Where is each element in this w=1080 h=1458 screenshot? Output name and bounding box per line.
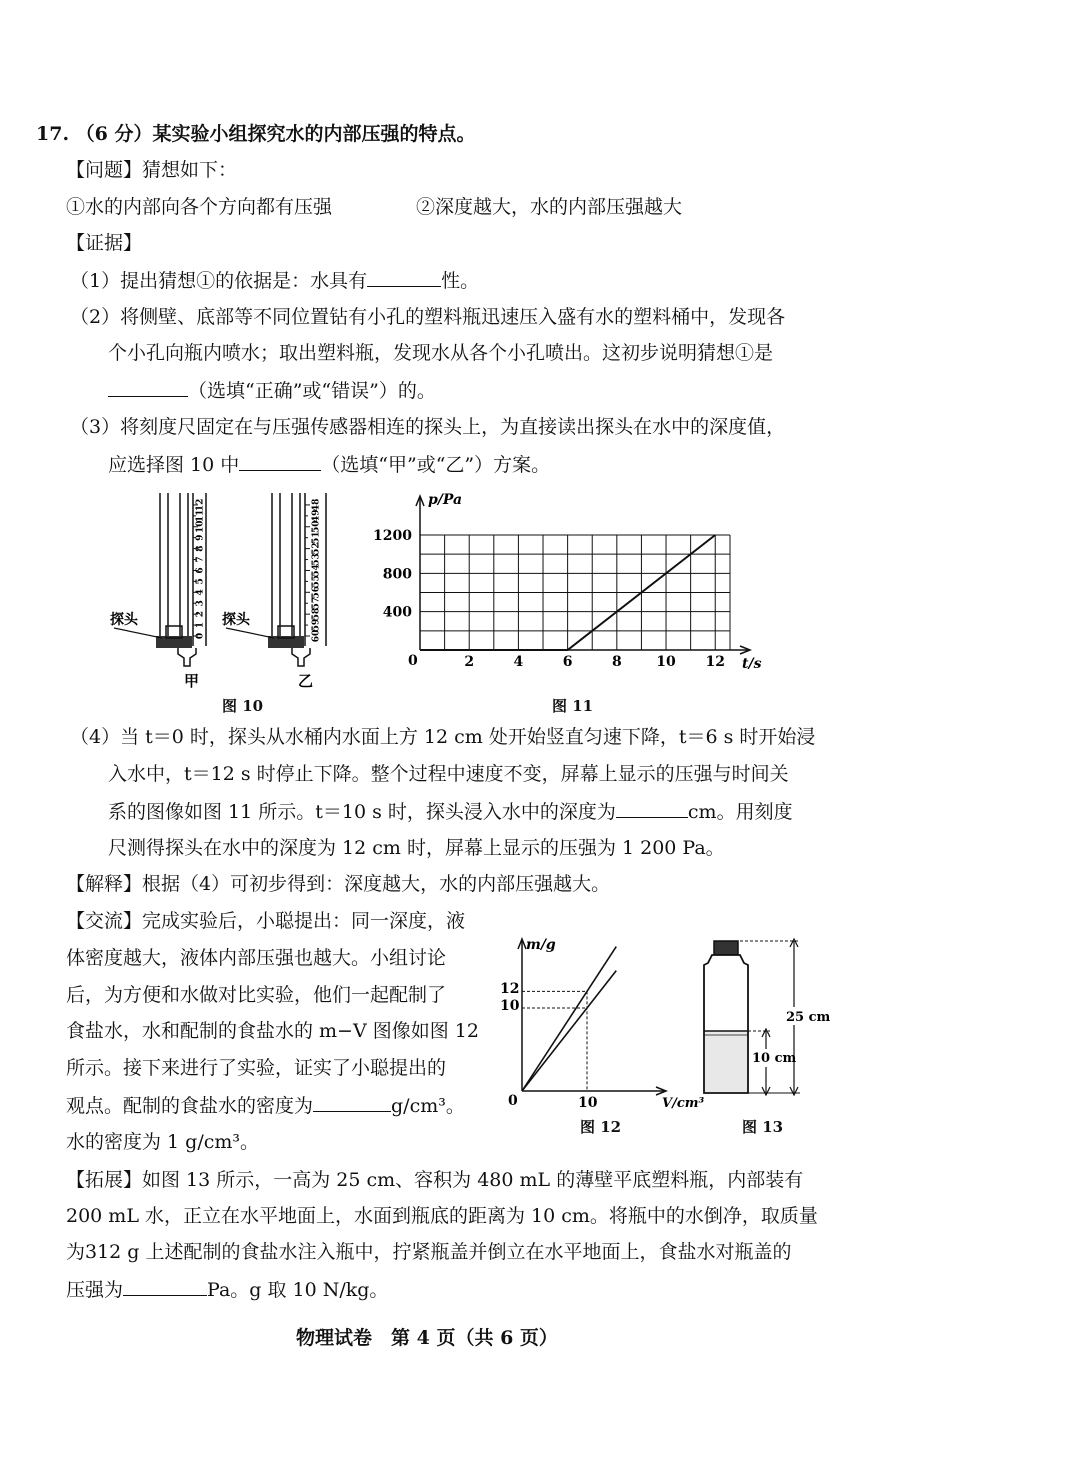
bottle-water-label: 10 cm — [752, 1051, 797, 1066]
question-head: 17. （6 分）某实验小组探究水的内部压强的特点。 — [36, 123, 476, 145]
hypothesis-2: ②深度越大，水的内部压强越大 — [416, 196, 683, 218]
exchange-line-7: 水的密度为 1 g/cm³。 — [66, 1131, 260, 1153]
ruler-tick-label: 0 — [195, 632, 206, 640]
y-tick-label: 400 — [382, 604, 412, 621]
figure-12-chart — [492, 935, 705, 1115]
sub-question-1 — [70, 268, 479, 293]
answer-blank-5[interactable] — [313, 1093, 391, 1112]
sub-question-4-tail: cm。用刻度 — [687, 801, 793, 823]
bottle-water — [705, 1031, 747, 1092]
y-tick-label: 800 — [382, 566, 412, 583]
answer-blank-4[interactable] — [616, 799, 688, 818]
extension-line-2: 200 mL 水，正立在水平地面上，水面到瓶底的距离为 10 cm。将瓶中的水倒净，取质量 — [66, 1205, 818, 1227]
answer-blank-2[interactable] — [108, 378, 188, 397]
ruler-tick-label: 6 — [195, 567, 206, 574]
figure-10-caption: 图 10 — [222, 697, 264, 715]
figure-12-caption: 图 12 — [580, 1118, 622, 1136]
ruler-tick-label: 4 — [195, 589, 206, 596]
ruler-tick-label: 10 — [195, 520, 206, 534]
ruler-tick-label: 3 — [195, 600, 206, 607]
ruler-tick-label: 59 — [311, 618, 322, 632]
x-tick-label: 2 — [464, 654, 475, 670]
sub-question-2-line-3 — [108, 378, 436, 403]
ruler-tick-label: 58 — [311, 607, 322, 621]
figure-13-bottle — [690, 935, 840, 1105]
figure-12-y12: 12 — [500, 981, 520, 997]
sub-question-4-line-1: （4）当 t＝0 时，探头从水桶内水面上方 12 cm 处开始竖直匀速下降，t＝6 s 时开始浸 — [70, 726, 816, 748]
ruler-tick-label: 52 — [311, 542, 322, 555]
exchange-text: 观点。配制的食盐水的密度为 — [66, 1095, 314, 1117]
ruler-tick-label: 50 — [311, 520, 322, 534]
label-jia: 甲 — [184, 672, 200, 690]
ruler-tick-label: 12 — [195, 498, 206, 512]
explanation: 【解释】根据（4）可初步得到：深度越大，水的内部压强越大。 — [66, 873, 611, 895]
ruler-yi — [226, 493, 326, 666]
ruler-jia — [114, 493, 206, 666]
ruler-tick-label: 11 — [195, 509, 206, 523]
sub-question-2-line-1: （2）将侧壁、底部等不同位置钻有小孔的塑料瓶迅速压入盛有水的塑料桶中，发现各 — [70, 306, 786, 328]
ruler-tick-label: 7 — [195, 556, 206, 563]
hypothesis-1: ①水的内部向各个方向都有压强 — [66, 196, 333, 218]
bottle-cap — [714, 941, 738, 955]
ruler-tick-label: 2 — [195, 611, 206, 618]
sub-question-4-line-2: 入水中，t＝12 s 时停止下降。整个过程中速度不变，屏幕上显示的压强与时间关 — [108, 763, 789, 785]
sub-question-2-line-2: 个小孔向瓶内喷水；取出塑料瓶，发现水从各个小孔喷出。这初步说明猜想①是 — [108, 342, 774, 364]
extension-tail: Pa。g 取 10 N/kg。 — [207, 1279, 389, 1301]
ruler-tick-label: 57 — [311, 596, 322, 610]
ruler-tick-label: 8 — [195, 545, 206, 552]
ruler-tick-label: 9 — [195, 534, 206, 541]
bottle-height-label: 25 cm — [786, 1010, 831, 1025]
problem-title: 【问题】猜想如下： — [66, 159, 238, 181]
ruler-tick-label: 51 — [311, 531, 322, 544]
x-tick-label: 10 — [656, 654, 676, 670]
ruler-tick-label: 48 — [311, 498, 322, 512]
figure-10 — [100, 488, 340, 688]
answer-blank-3[interactable] — [239, 452, 321, 471]
figure-12-xlabel: V/cm³ — [662, 1096, 705, 1111]
ruler-tick-label: 60 — [311, 629, 322, 643]
ruler-tick-label: 55 — [311, 575, 322, 588]
sub-question-1-tail: 性。 — [441, 270, 480, 292]
mass-volume-line — [522, 947, 616, 1091]
evidence-title: 【证据】 — [66, 232, 143, 254]
figure-11-origin: 0 — [408, 653, 418, 669]
extension-line-1: 【拓展】如图 13 所示，一高为 25 cm、容积为 480 mL 的薄壁平底塑料瓶，内部装有 — [66, 1169, 804, 1191]
extension-text: 压强为 — [66, 1279, 124, 1301]
sub-question-4-text: 系的图像如图 11 所示。t＝10 s 时，探头浸入水中的深度为 — [108, 801, 616, 823]
sub-question-4-line-4: 尺测得探头在水中的深度为 12 cm 时，屏幕上显示的压强为 1 200 Pa。 — [108, 837, 725, 859]
figure-13-caption: 图 13 — [742, 1118, 784, 1136]
exchange-line-4: 食盐水，水和配制的食盐水的 m−V 图像如图 12 — [66, 1020, 479, 1042]
exchange-line-5: 所示。接下来进行了实验，证实了小聪提出的 — [66, 1057, 447, 1079]
figure-11-chart — [370, 490, 770, 680]
sub-question-3-line-2 — [108, 452, 550, 477]
figure-12-origin: 0 — [508, 1093, 518, 1109]
label-yi: 乙 — [298, 672, 314, 690]
y-tick-label: 1200 — [373, 528, 412, 544]
sub-question-3-line-1: （3）将刻度尺固定在与压强传感器相连的探头上，为直接读出探头在水中的深度值， — [70, 416, 786, 438]
probe-label-jia: 探头 — [110, 612, 138, 628]
exchange-line-3: 后，为方便和水做对比实验，他们一起配制了 — [66, 984, 447, 1006]
sub-question-3-tail: （选填“甲”或“乙”）方案。 — [321, 454, 551, 476]
figure-11-xlabel: t/s — [742, 656, 762, 672]
sub-question-3-text: 应选择图 10 中 — [108, 454, 240, 476]
figure-12-y10: 10 — [500, 998, 520, 1014]
figure-12-x10: 10 — [578, 1095, 598, 1111]
x-tick-label: 6 — [562, 654, 573, 670]
exchange-tail: g/cm³。 — [391, 1095, 465, 1117]
sub-question-2-tail: （选填“正确”或“错误”）的。 — [188, 380, 436, 402]
exchange-line-1: 【交流】完成实验后，小聪提出：同一深度，液 — [66, 910, 466, 932]
figure-11-ylabel: p/Pa — [428, 492, 463, 508]
mass-volume-line — [522, 971, 616, 1091]
figure-11-caption: 图 11 — [552, 697, 594, 715]
figure-12-ylabel: m/g — [526, 937, 556, 953]
exchange-line-2: 体密度越大，液体内部压强也越大。小组讨论 — [66, 947, 447, 969]
ruler-tick-label: 5 — [195, 578, 206, 585]
probe-label-yi: 探头 — [222, 612, 250, 628]
ruler-tick-label: 49 — [311, 509, 322, 523]
ruler-tick-label: 53 — [311, 553, 322, 566]
x-tick-label: 8 — [611, 654, 622, 670]
answer-blank-1[interactable] — [367, 268, 441, 287]
x-tick-label: 4 — [513, 654, 524, 670]
sub-question-1-text: （1）提出猜想①的依据是：水具有 — [70, 270, 368, 292]
page-footer: 物理试卷 第 4 页（共 6 页） — [296, 1327, 558, 1349]
extension-line-3: 为312 g 上述配制的食盐水注入瓶中，拧紧瓶盖并倒立在水平地面上，食盐水对瓶盖的 — [66, 1241, 792, 1263]
answer-blank-6[interactable] — [123, 1277, 207, 1296]
exchange-line-6 — [66, 1093, 465, 1118]
extension-line-4 — [66, 1277, 388, 1302]
sub-question-4-line-3 — [108, 799, 793, 824]
x-tick-label: 12 — [705, 654, 725, 670]
ruler-tick-label: 54 — [311, 564, 322, 577]
ruler-tick-label: 1 — [195, 621, 206, 629]
ruler-tick-label: 56 — [311, 586, 322, 599]
